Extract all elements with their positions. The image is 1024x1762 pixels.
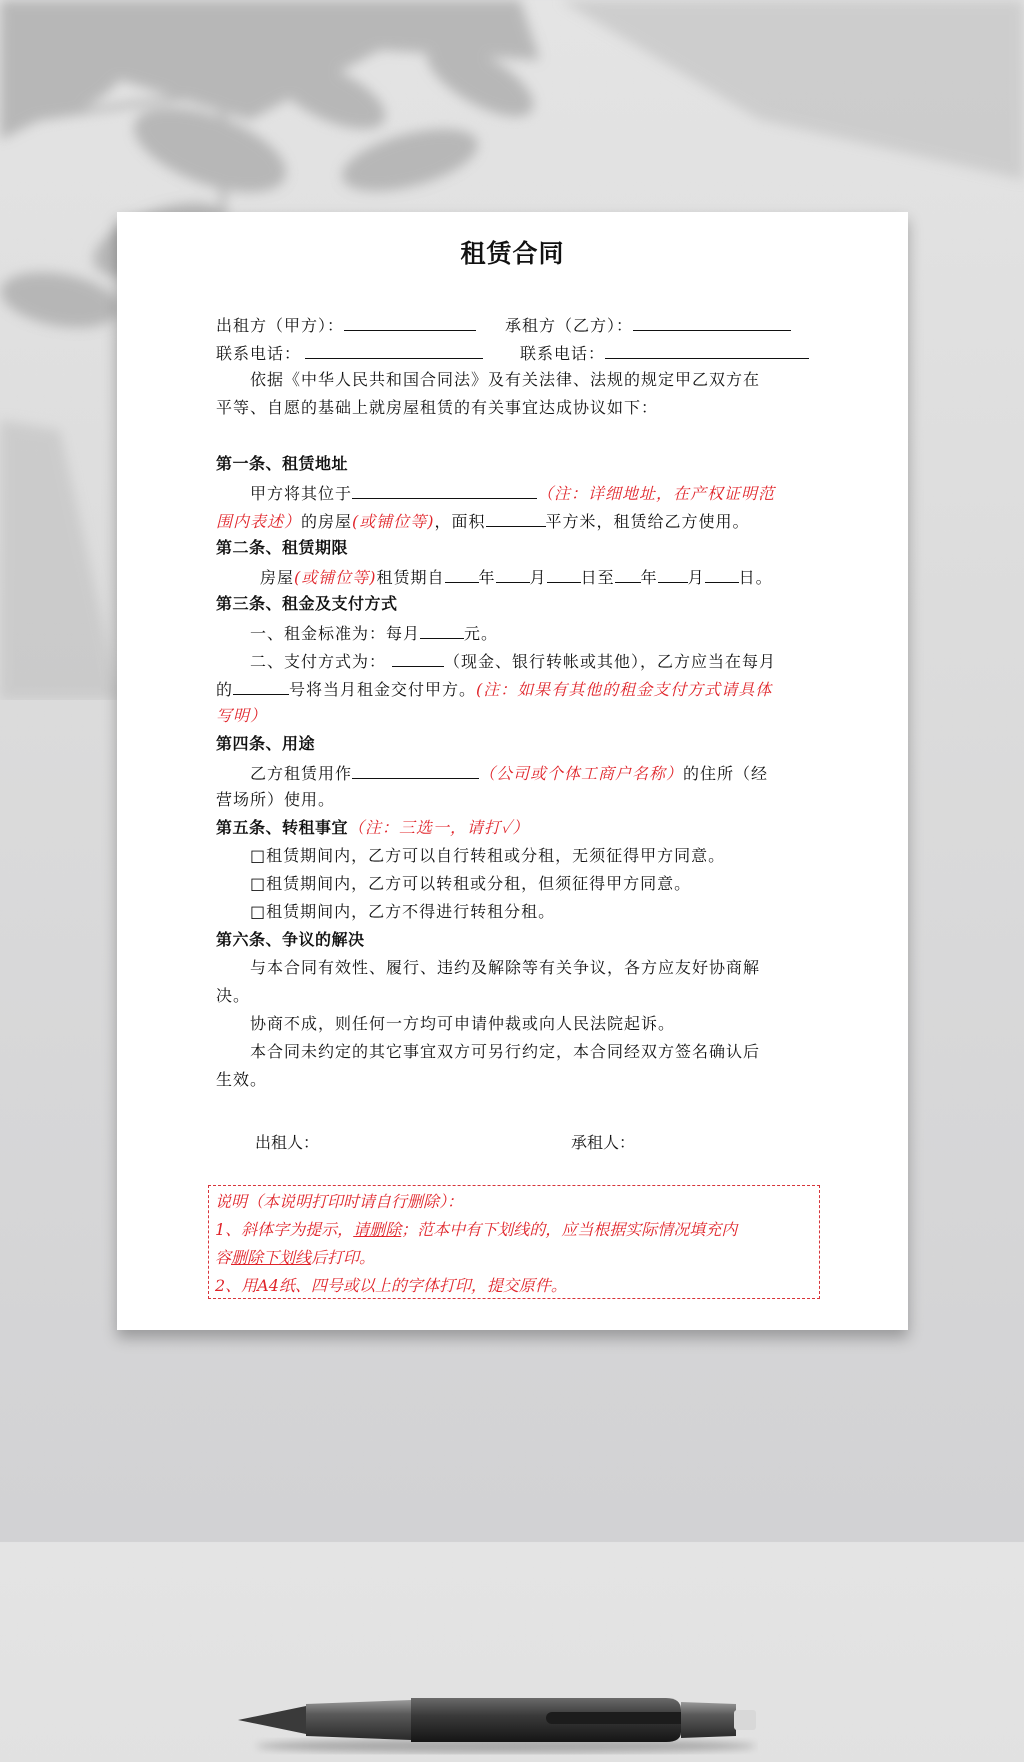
article-4-heading: 第四条、用途: [216, 734, 316, 753]
article-6-text: 决。: [216, 986, 251, 1005]
lessee-phone-label: 联系电话：: [520, 344, 606, 363]
text: 号将当月租金交付甲方。: [289, 680, 477, 699]
text: 年: [478, 568, 496, 587]
text: 的房屋: [301, 512, 353, 531]
text: 1、斜体字为提示，: [215, 1220, 354, 1239]
article-6-text: 生效。: [216, 1070, 268, 1089]
text: （现金、银行转帐或其他），乙方应当在每月: [444, 652, 777, 671]
end-month-blank[interactable]: [658, 562, 688, 583]
text: 日。: [738, 568, 773, 587]
text: 房屋: [260, 568, 295, 587]
start-month-blank[interactable]: [496, 562, 530, 583]
article-3-item: [216, 702, 815, 730]
article-3-heading: 第三条、租金及支付方式: [216, 594, 398, 613]
lessee-label: 承租方（乙方）：: [505, 316, 634, 335]
pay-day-blank[interactable]: [233, 674, 289, 695]
article-3-item: [216, 646, 815, 674]
text: 月: [687, 568, 705, 587]
article-4-text: [216, 758, 815, 786]
intro-line: 平等、自愿的基础上就房屋租赁的有关事宜达成协议如下：: [216, 398, 659, 417]
article-5-heading: 第五条、转租事宜: [216, 818, 349, 837]
note-line: [215, 1244, 813, 1272]
hint-text: (或铺位等): [294, 568, 377, 587]
lessor-signature-label: 出租人：: [255, 1133, 320, 1152]
end-year-blank[interactable]: [615, 562, 641, 583]
sublease-option-2[interactable]: □租赁期间内，乙方可以转租或分租，但须征得甲方同意。: [250, 874, 692, 893]
hint-text: （注：详细地址，在产权证明范: [537, 484, 776, 503]
hint-text: （公司或个体工商户名称）: [479, 764, 684, 783]
contract-page: [117, 212, 908, 1330]
text: 平方米，租赁给乙方使用。: [545, 512, 750, 531]
text: 租赁期自: [376, 568, 445, 587]
article-2-text: [216, 562, 815, 590]
text: 甲方将其位于: [250, 484, 353, 503]
lessor-phone-blank[interactable]: [305, 338, 483, 359]
text: 请删除: [353, 1220, 402, 1239]
text: 删除下划线: [231, 1248, 312, 1267]
text: 的住所（经: [683, 764, 769, 783]
instruction-note-box: [208, 1185, 820, 1299]
article-1-heading: 第一条、租赁地址: [216, 454, 349, 473]
text: 后打印。: [311, 1248, 376, 1267]
phone-line: [216, 338, 815, 366]
payment-method-blank[interactable]: [392, 646, 444, 667]
note-title: 说明（本说明打印时请自行删除）：: [215, 1192, 464, 1211]
article-6-text: 本合同未约定的其它事宜双方可另行约定，本合同经双方签名确认后: [250, 1042, 761, 1061]
area-blank[interactable]: [486, 506, 546, 527]
text: ；范本中有下划线的，应当根据实际情况填充内: [401, 1220, 738, 1239]
address-blank[interactable]: [352, 478, 537, 499]
text: 容: [215, 1248, 232, 1267]
text: 元。: [464, 624, 499, 643]
lessee-phone-blank[interactable]: [605, 338, 809, 359]
text: 一、租金标准为：每月: [250, 624, 421, 643]
hint-text: (注：如果有其他的租金支付方式请具体: [476, 680, 773, 699]
note-line: 2、用A4纸、四号或以上的字体打印，提交原件。: [215, 1276, 567, 1295]
article-3-item: [216, 618, 815, 646]
article-1-text: [216, 506, 815, 534]
pen-icon: [236, 1688, 758, 1758]
hint-text: （注：三选一，请打✓）: [348, 818, 530, 837]
text: 年: [640, 568, 658, 587]
article-2-heading: 第二条、租赁期限: [216, 538, 349, 557]
text: 日至: [580, 568, 615, 587]
text: 乙方租赁用作: [250, 764, 353, 783]
lessee-blank[interactable]: [633, 310, 791, 331]
lessor-label: 出租方（甲方）：: [216, 316, 345, 335]
start-year-blank[interactable]: [445, 562, 479, 583]
note-line: [215, 1216, 813, 1244]
hint-text: 围内表述）: [216, 512, 302, 531]
text: 的: [216, 680, 234, 699]
company-blank[interactable]: [352, 758, 479, 779]
lessor-blank[interactable]: [344, 310, 476, 331]
lessee-signature-label: 承租人：: [571, 1133, 636, 1152]
text: 二、支付方式为：: [250, 652, 387, 671]
article-6-text: 与本合同有效性、履行、违约及解除等有关争议，各方应友好协商解: [250, 958, 761, 977]
rent-blank[interactable]: [420, 618, 464, 639]
sublease-option-1[interactable]: □租赁期间内，乙方可以自行转租或分租，无须征得甲方同意。: [250, 846, 726, 865]
text: ，面积: [434, 512, 486, 531]
page-title: 租赁合同: [460, 239, 565, 268]
contract-body: [216, 310, 815, 1094]
article-6-text: 协商不成，则任何一方均可申请仲裁或向人民法院起诉。: [250, 1014, 676, 1033]
hint-text: 写明）: [216, 706, 268, 725]
article-1-text: [216, 478, 815, 506]
end-day-blank[interactable]: [705, 562, 739, 583]
sublease-option-3[interactable]: □租赁期间内，乙方不得进行转租分租。: [250, 902, 556, 921]
text: 月: [529, 568, 547, 587]
hint-text: (或铺位等): [352, 512, 435, 531]
party-line: [216, 310, 815, 338]
start-day-blank[interactable]: [547, 562, 581, 583]
lessor-phone-label: 联系电话：: [216, 344, 302, 363]
article-5-heading-line: [216, 814, 815, 842]
article-3-item: [216, 674, 815, 702]
intro-line: 依据《中华人民共和国合同法》及有关法律、法规的规定甲乙双方在: [250, 370, 761, 389]
article-6-heading: 第六条、争议的解决: [216, 930, 365, 949]
signature-row: [255, 1130, 908, 1153]
article-4-text: 营场所）使用。: [216, 790, 336, 809]
